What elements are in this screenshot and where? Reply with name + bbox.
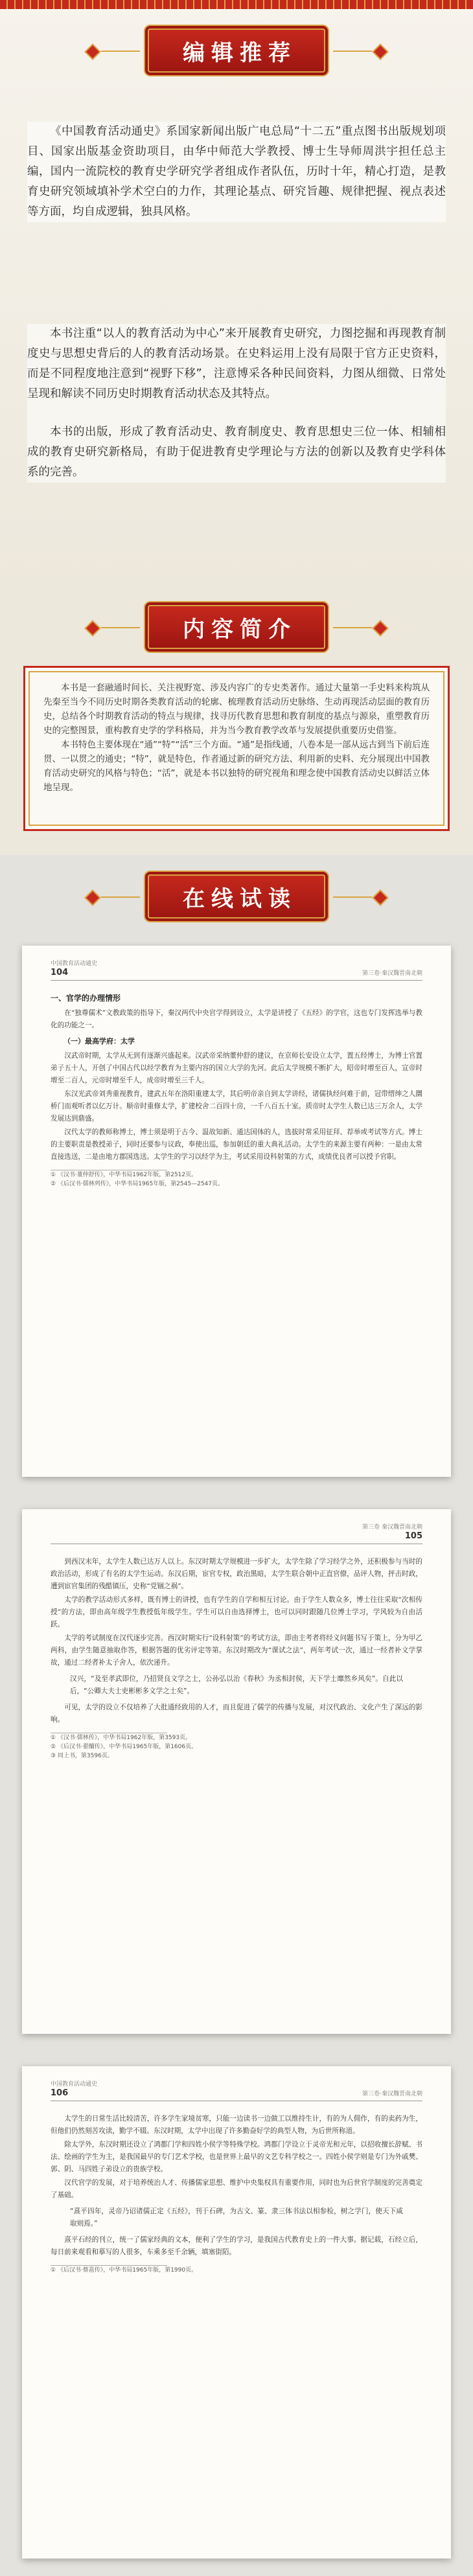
body-paragraph: 太学生的日常生活比较清苦，许多学生家境贫寒，只能一边读书一边做工以维持生计，有的为人佣作，有的卖药为生，但他们仍然刻苦攻读，勤学不辍。东汉时期，太学中出现了许多勤奋好学的典型人物，为后世所称道。 [51,2115,422,2135]
recommend-title-banner [148,28,325,73]
preview-title: 在线试读 [183,885,297,912]
banner-ornament-line [101,51,140,52]
footnote: ① 《汉书·儒林传》，中华书局1962年版，第3593页。 [51,1735,192,1741]
intro-title: 内容简介 [183,616,297,643]
intro-paragraph-2: 本书特色主要体现在“通”“特”“活”三个方面。“通”是指线通，八卷本是一部从远古到当下前后连贯、一以贯之的通史；“特”，就是特色，作者通过新的研究方法、利用新的史料、充分展现出中国教育活动史研究的风格与特色；“活”，就是本书以独特的研究视角和理念使中国教育活动史以鲜活立体地呈现。 [43,740,430,793]
book-page-105 [22,1509,451,2034]
banner-ornament-line [333,51,372,52]
body-paragraph: 汉代官学的发展，对于培养统治人才、传播儒家思想、维护中央集权具有重要作用，同时也为后世官学制度的完善奠定了基础。 [51,2179,422,2199]
footnote: ② 《后汉书·翟酺传》，中华书局1965年版，第1606页。 [51,1744,198,1750]
body-paragraph: 到西汉末年，太学生人数已达万人以上。东汉时期太学规模进一步扩大，太学生除了学习经学之外，还积极参与当时的政治活动，形成了有名的太学生运动。东汉后期，宦官专权，政治黑暗，太学生联合朝中正直官僚，品评人物，抨击时政，遭到宦官集团的残酷镇压，史称“党锢之祸”。 [51,1558,422,1590]
editor-recommendation-section [0,0,473,589]
body-paragraph: 太学的考试制度在汉代逐步完善。西汉时期实行“设科射策”的考试方法，即由主考者将经义问题书写于策上，分为甲乙两科，由学生随意抽取作答，根据答题的优劣评定等第。东汉时期改为“课试之法”，两年考试一次，通过一经者补文学掌故，通过二经者补太子舍人，依次递升。 [51,1634,422,1667]
footnote: ③ 同上书，第3596页。 [51,1753,113,1759]
banner-ornament-line [101,627,140,628]
footnote: ① 《后汉书·蔡邕传》，中华书局1965年版，第1990页。 [51,2267,198,2274]
subsection-heading: （一）最高学府：太学 [63,1037,135,1045]
top-decorative-border [0,0,473,9]
recommend-paragraph-3: 本书的出版，形成了教育活动史、教育制度史、教育思想史三位一体、相辅相成的教育史研究新格局，有助于促进教育史学理论与方法的创新以及教育史学科体系的完善。 [27,426,446,479]
banner-ornament-line [333,627,372,628]
body-paragraph: 汉代太学的教师称博士，博士须是明于古今、温故知新、通达国体的人，选拔时常采用征拜、荐举或考试等方式。博士的主要职责是教授弟子，同时还要参与议政，奉使出巡，参加朝廷的重大典礼活动。太学生的来源主要有两种：一是由太常直接选送，二是由地方郡国选送。太学生的学习以经学为主，考试采用设科射策的方式，成绩优良者可以授予官职。 [51,1128,422,1161]
banner-ornament-icon [372,889,388,906]
running-head: 中国教育活动通史 [51,2081,98,2088]
body-paragraph: 熹平石经的刊立，统一了儒家经典的文本，便利了学生的学习，是我国古代教育史上的一件大事。据记载，石经立后，每日前来观看和摹写的人很多，车乘多至千余辆，填塞街陌。 [51,2236,422,2256]
body-paragraph: 太学的教学活动形式多样，既有博士的讲授，也有学生的自学和相互讨论。由于学生人数众多，博士往往采取“次相传授”的方法，即由高年级学生教授低年级学生。学生可以自由选择博士，也可以同时跟随几位博士学习，学风较为自由活跃。 [51,1596,422,1628]
banner-ornament-line [101,896,140,898]
banner-ornament-icon [372,43,388,60]
intro-paragraph-1: 本书是一套融通时间长、关注视野宽、涉及内容广的专史类著作。通过大量第一手史料来构筑从先秦至当今不同历史时期各类教育活动的轮廓、梳理教育活动历史脉络、生动再现活动层面的教育历史，总结各个时期教育活动的特点与规律，找寻历代教育思想和教育制度的基点与源泉，重塑教育历史的完整图景，重构教育史学的学科格局，并为当今教育教学改革与发展提供重要历史借鉴。 [43,683,430,736]
block-quote: 汉兴，“及至孝武即位，乃招贤良文学之士，公孙弘以治《春秋》为丞相封侯，天下学士靡然乡风矣”。自此以后，“公卿大夫士吏彬彬多文学之士矣”。 [70,1675,403,1695]
recommend-panel-2 [27,324,446,483]
recommend-paragraph-2: 本书注重“以人的教育活动为中心”来开展教育史研究，力图挖掘和再现教育制度史与思想史背后的人的教育活动场景。在史料运用上没有局限于官方正史资料，而是不同程度地注意到“视野下移”，注意博采各种民间资料，力图从细微、日常处呈现和解读不同历史时期教育活动状态及其特点。 [27,327,446,400]
online-preview-section [0,855,473,2576]
body-paragraph: 东汉光武帝刘秀重视教育，建武五年在洛阳重建太学，其后明帝亲自到太学讲经，诸儒执经问难于前，冠带缙绅之人圜桥门而观听者以亿万计。顺帝时重修太学，扩建校舍二百四十房，一千八百五十室。质帝时太学生人数已达三万余人，太学发展达到鼎盛。 [51,1090,422,1123]
banner-ornament-icon [84,43,100,60]
recommend-panel-1 [27,122,446,222]
book-page-104 [22,946,451,1477]
block-quote: “熹平四年，灵帝乃诏诸儒正定《五经》，刊于石碑，为古文、篆、隶三体书法以相参检，树之学门，使天下咸取则焉。” [70,2207,403,2228]
intro-title-banner [148,605,325,649]
page-number: 104 [51,968,69,977]
page-header [51,2080,422,2101]
book-page-106 [22,2066,451,2559]
body-paragraph: 可见，太学的设立不仅培养了大批通经致用的人才，而且促进了儒学的传播与发展，对汉代政治、文化产生了深远的影响。 [51,1704,422,1724]
banner-ornament-icon [84,889,100,906]
page-number: 105 [404,1531,422,1541]
body-paragraph: 在“独尊儒术”文教政策的指导下，秦汉两代中央官学得到设立，太学是讲授了《五经》的学官，这也专门发挥选举与教化的功能之一。 [51,1009,422,1029]
footnote: ② 《后汉书·儒林列传》，中华书局1965年版，第2545—2547页。 [51,1181,224,1187]
page-number: 106 [51,2088,69,2098]
recommend-title: 编辑推荐 [183,40,297,66]
running-head-sub: 第三卷·秦汉魏晋南北朝 [362,970,422,977]
preview-title-banner [148,874,325,918]
banner-ornament-line [333,896,372,898]
running-head-sub: 第三卷·秦汉魏晋南北朝 [362,2091,422,2097]
body-paragraph: 汉武帝时期，太学从无到有逐渐兴盛起来。汉武帝采纳董仲舒的建议，在京师长安设立太学，置五经博士，为博士官置弟子五十人，开创了中国古代以经学教育为主要内容的国立大学的先河。此后太学规模不断扩大，昭帝时增至百人，宣帝时增至二百人，元帝时增至千人，成帝时增至三千人。 [51,1052,422,1084]
running-head: 第三卷 秦汉魏晋南北朝 [362,1524,422,1531]
page-header [51,960,422,981]
section-heading: 一、官学的办理情形 [51,994,121,1003]
banner-ornament-icon [372,620,388,636]
recommend-paragraph-1: 《中国教育活动通史》系国家新闻出版广电总局“十二五”重点图书出版规划项目、国家出版基金资助项目，由华中师范大学教授、博士生导师周洪宇担任总主编，国内一流院校的教育史学研究学者组成作者队伍，历时十年，精心打造，是教育史研究领域填补学术空白的力作，其理论基点、研究旨趣、规律把握、视点表述等方面，均自成逻辑，独具风格。 [27,125,446,218]
content-intro-section [0,589,473,855]
intro-box [23,666,450,831]
page-header [51,1523,422,1544]
body-paragraph: 除太学外，东汉时期还设立了鸿都门学和四姓小侯学等特殊学校。鸿都门学设立于灵帝光和元年，以招收擅长辞赋、书法、绘画的学生为主，是我国最早的专门艺术学校，也是世界上最早的文艺专科学校之一。四姓小侯学则是专门为外戚樊、郭、阴、马四姓子弟设立的贵族学校。 [51,2141,422,2173]
banner-ornament-icon [84,620,100,636]
footnote: ① 《汉书·董仲舒传》，中华书局1962年版，第2512页。 [51,1172,198,1178]
running-head: 中国教育活动通史 [51,961,98,967]
